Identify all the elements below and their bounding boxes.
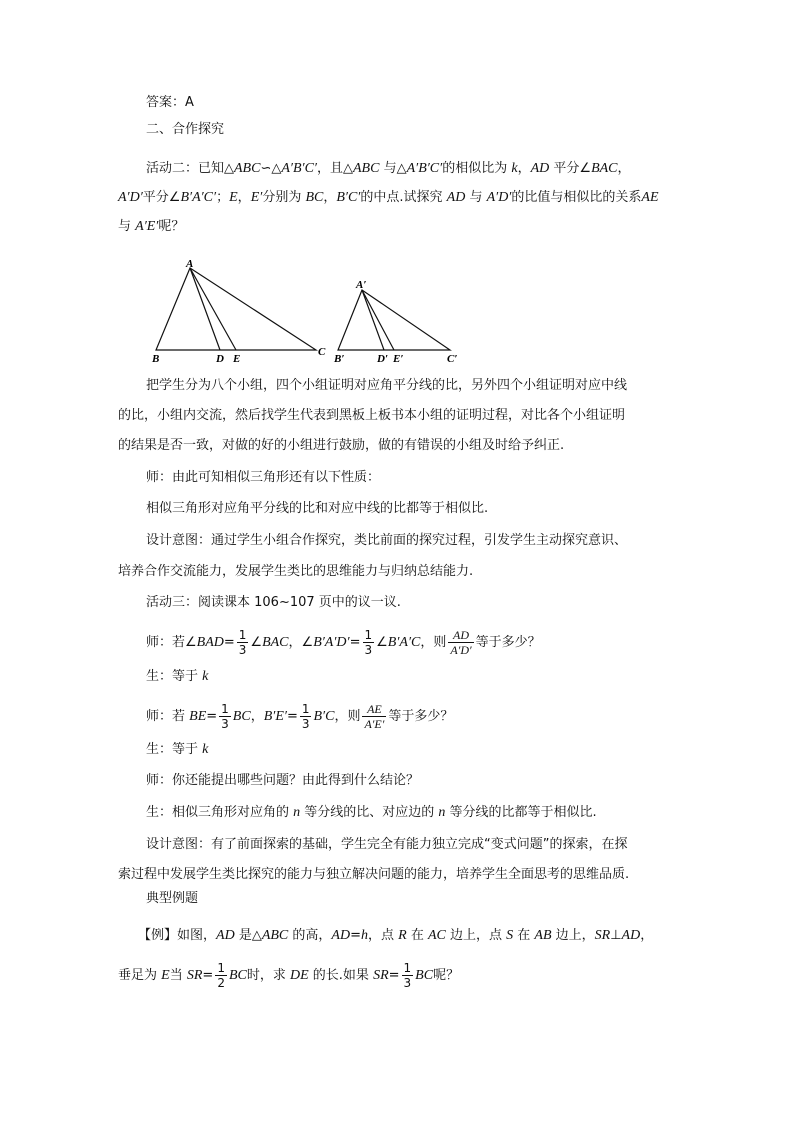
segment-a2d2	[362, 290, 384, 350]
label-e: E	[233, 353, 241, 365]
label-d-prime: D′	[377, 353, 389, 365]
teacher-line2: 师：你还能提出哪些问题？由此得到什么结论？	[146, 773, 420, 788]
fraction-one-third: $\frac{1}{3}$	[238, 628, 247, 657]
property-line: 相似三角形对应角平分线的比和对应中线的比都等于相似比.	[146, 501, 489, 516]
teacher-line1: 师：由此可知相似三角形还有以下性质：	[146, 470, 381, 485]
example-heading: 典型例题	[146, 891, 199, 906]
label-b-prime: B′	[334, 353, 345, 365]
para1-line1: 把学生分为八个小组，四个小组证明对应角平分线的比，另外四个小组证明对应中线	[146, 378, 628, 393]
label-b: B	[152, 353, 160, 365]
section-heading: 二、合作探究	[146, 122, 225, 137]
label-c: C	[318, 346, 326, 358]
fraction-one-half: $\frac{1}{2}$	[217, 961, 225, 990]
fraction-one-third: $\frac{1}{3}$	[301, 702, 310, 731]
fraction-one-third: $\frac{1}{3}$	[403, 961, 412, 990]
student-answer1: 生：等于 k	[146, 669, 209, 684]
similar-triangles-figure	[140, 258, 470, 366]
fraction-ad-ratio: $\frac{AD}{A'D'}$	[450, 628, 472, 657]
triangle-a2b2c2	[338, 290, 450, 350]
segment-ad	[190, 268, 220, 350]
label-a: A	[186, 258, 194, 270]
para1-line2: 的比，小组内交流，然后找学生代表到黑板上板书本小组的证明过程，对比各个小组证明	[118, 408, 626, 423]
label-a-prime: A′	[356, 279, 367, 291]
design2-line1: 设计意图：有了前面探索的基础，学生完全有能力独立完成“变式问题”的探索，在探	[146, 837, 628, 852]
triangle-abc	[156, 268, 316, 350]
question1-line: 师：若∠BAD= $\frac{1}{3}$ ∠BAC，∠B′A′D′= $\frac{1}{3}$ ∠B′A′C，则 $\frac{AD}{A'D'}$ 等于多少？	[146, 628, 541, 657]
design2-line2: 索过程中发展学生类比探究的能力与独立解决问题的能力，培养学生全面思考的思维品质.	[118, 867, 630, 882]
para1-line3: 的结果是否一致，对做的好的小组进行鼓励，做的有错误的小组及时给予纠正.	[118, 438, 565, 453]
design1-line1: 设计意图：通过学生小组合作探究，类比前面的探究过程，引发学生主动探究意识、	[146, 533, 628, 548]
design1-line2: 培养合作交流能力，发展学生类比的思维能力与归纳总结能力.	[118, 564, 474, 579]
label-d: D	[216, 353, 224, 365]
fraction-one-third: $\frac{1}{3}$	[221, 702, 229, 731]
label-c-prime: C′	[447, 353, 458, 365]
activity2-line3: 与 A′E′呢？	[118, 219, 185, 234]
activity2-line1: 活动二：已知△ABC∽△A′B′C′，且△ABC 与△A′B′C′的相似比为 k，AD 平分∠BAC，	[146, 161, 631, 176]
segment-ae	[190, 268, 236, 350]
fraction-ae-ratio: $\frac{AE}{A'E'}$	[364, 702, 385, 731]
fraction-one-third: $\frac{1}{3}$	[364, 628, 373, 657]
activity2-line2: A′D′平分∠B′A′C′；E，E′分别为 BC，B′C′的中点.试探究 AD 与 A′D′的比值与相似比的关系AE	[118, 190, 659, 205]
example-line1: 【例】如图，AD 是△ABC 的高，AD=h，点 R 在 AC 边上，点 S 在 AB 边上，SR⊥AD，	[138, 928, 654, 943]
example-line2: 垂足为 E当 SR= $\frac{1}{2}$ BC时，求 DE 的长.如果 SR= $\frac{1}{3}$ BC呢？	[118, 961, 460, 990]
question2-line: 师：若 BE= $\frac{1}{3}$ BC，B′E′= $\frac{1}{3}$ B′C，则 $\frac{AE}{A'E'}$ 等于多少？	[146, 702, 454, 731]
answer-line: 答案：A	[146, 95, 194, 110]
student-answer2: 生：等于 k	[146, 742, 209, 757]
label-e-prime: E′	[393, 353, 404, 365]
segment-a2e2	[362, 290, 394, 350]
activity3-line: 活动三：阅读课本 106~107 页中的议一议.	[146, 595, 401, 610]
student-answer3: 生：相似三角形对应角的 n 等分线的比、对应边的 n 等分线的比都等于相似比.	[146, 805, 597, 820]
